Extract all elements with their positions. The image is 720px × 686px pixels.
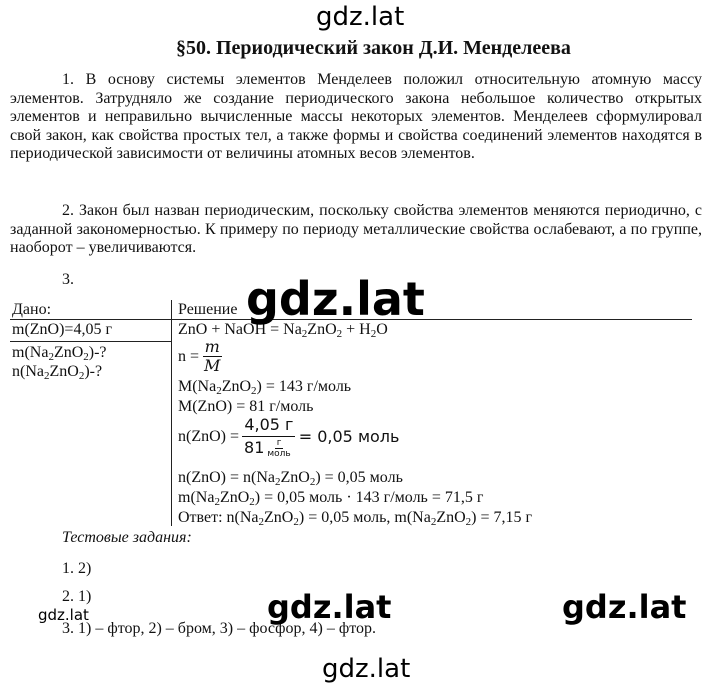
section-title: §50. Периодический закон Д.И. Менделеева xyxy=(176,37,571,59)
mass-calculation: $m(Na_2ZnO_2) = 0,05$ моль · 143 г/моль = 71,5 г xyxy=(178,489,484,508)
watermark-top: gdz.lat xyxy=(316,2,405,32)
tests-header: Тестовые задания: xyxy=(62,529,192,546)
given-unknown-amount: $n(Na_2ZnO_2)-$? xyxy=(12,363,103,382)
molar-mass-na2zno2: $M(Na_2ZnO_2) = 143$ г/моль xyxy=(178,378,352,397)
amount-calculation-fraction: 4,05 г 81 $\frac{г}{\text{моль}}$ xyxy=(244,415,294,459)
amount-formula: n = $\frac{m}{M}$ xyxy=(178,337,221,375)
watermark-bottom: gdz.lat xyxy=(322,654,411,684)
answer-line: Ответ: $n(Na_2ZnO_2) = 0,05$ моль, $m(Na_2ZnO_2) = 7,15$ г xyxy=(178,509,533,528)
given-unknown-mass: $m(Na_2ZnO_2)-$? xyxy=(12,344,107,363)
reaction-equation: ZnO + NaOH = $Na_2ZnO_2 + H_2O$ xyxy=(178,321,388,340)
table-column-divider xyxy=(171,300,172,526)
paragraph-1: 1. В основу системы элементов Менделеев положил относительную атомную массу элементов. Затрудняло же создание периодического закона небольшое количество открытых элементов и неправильно вычисленные массы некоторых элементов. Менделеев сформулировал свой закон, как свойства простых тел, а также формы и свойства соединений элементов находятся в периодической зависимости от величины атомных весов элементов. xyxy=(10,71,702,162)
test-answer-2: 2. 1) xyxy=(62,588,92,605)
given-header: Дано: xyxy=(12,301,52,318)
paragraph-2: 2. Закон был назван периодическим, поскольку свойства элементов меняются периодично, с заданной закономерностью. К примеру по периоду металлические свойства ослабевают, а по группе, наоборот – увеличиваются. xyxy=(10,202,702,256)
amount-formula-fraction: $\frac{m}{M}$ xyxy=(204,337,221,375)
solution-header: Решение xyxy=(178,301,238,318)
molar-mass-zno: M(ZnO) = 81 г/моль xyxy=(178,398,314,415)
given-divider-rule xyxy=(10,341,171,342)
amount-calculation: n(ZnO) = 4,05 г 81 $\frac{г}{\text{моль}}$ = 0,05 моль xyxy=(178,415,400,459)
task-3-label: 3. xyxy=(62,271,74,288)
watermark-center: gdz.lat xyxy=(246,272,425,326)
given-mass-zno: m(ZnO)=4,05 г xyxy=(12,321,113,338)
amount-equality: $n(ZnO) = n(Na_2ZnO_2) = 0,05$ моль xyxy=(178,469,403,488)
test-answer-3: 3. 1) – фтор, 2) – бром, 3) – фосфор, 4) – фтор. xyxy=(62,620,376,637)
watermark-lower-right: gdz.lat xyxy=(562,588,687,626)
test-answer-1: 1. 2) xyxy=(62,560,92,577)
watermark-lower-middle: gdz.lat xyxy=(267,588,392,626)
watermark-small: gdz.lat xyxy=(38,606,89,624)
